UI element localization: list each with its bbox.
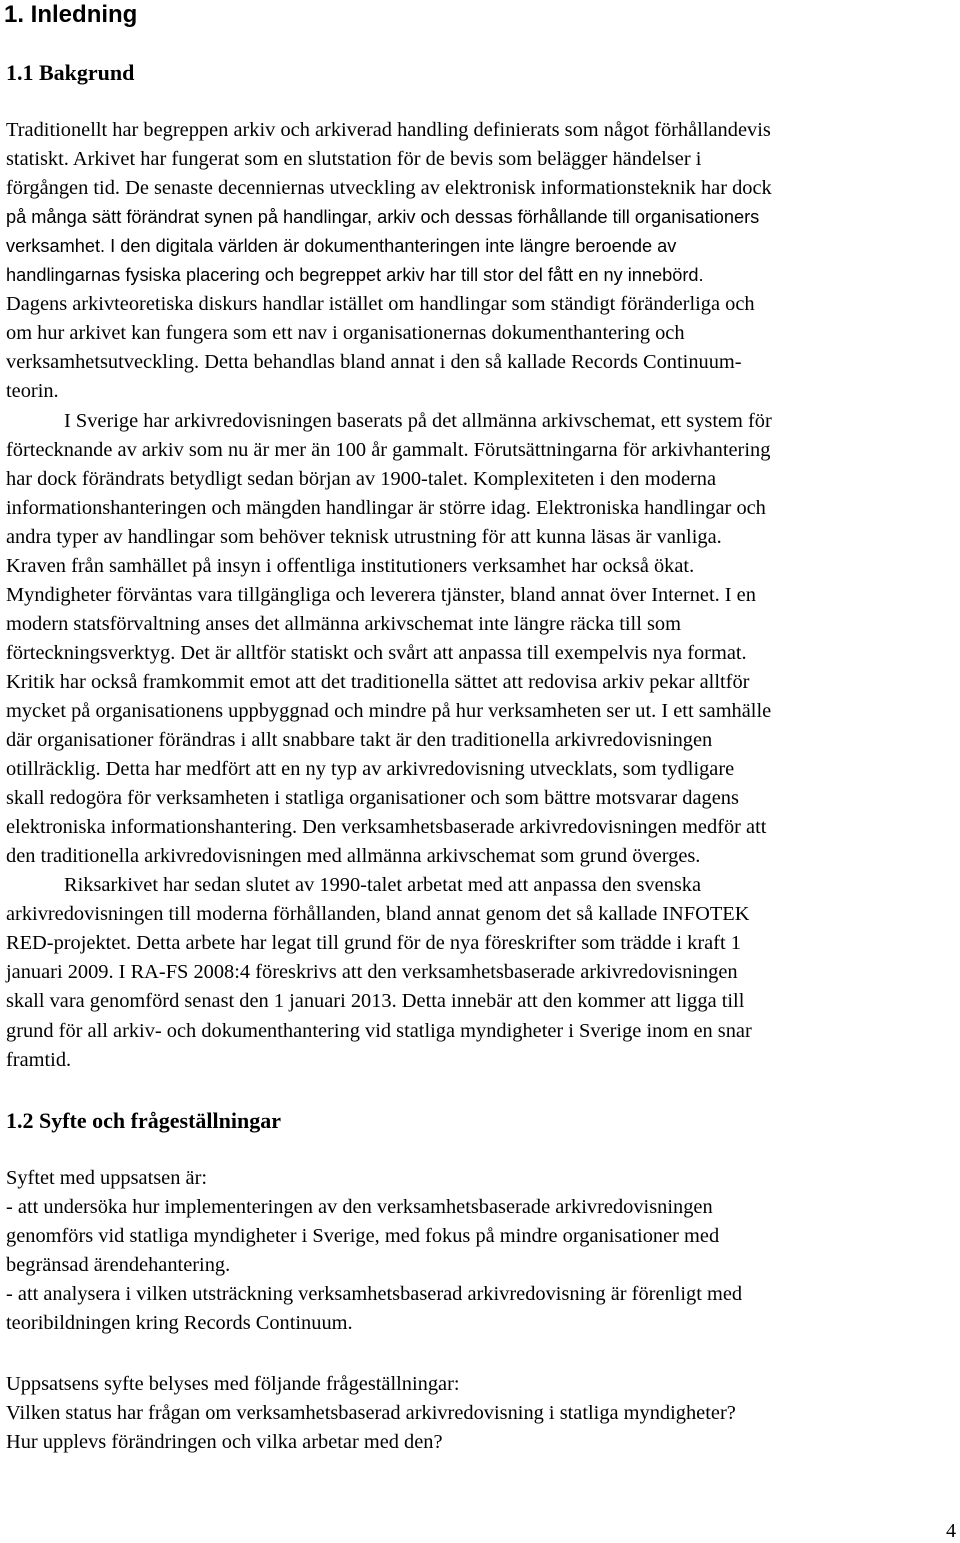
paragraph-line: skall redogöra för verksamheten i statliga organisationer och som bättre motsvarar dagens	[6, 787, 739, 810]
paragraph-line: arkivredovisningen till moderna förhållanden, bland annat genom det så kallade INFOTEK	[6, 903, 750, 926]
paragraph-line: Myndigheter förväntas vara tillgängliga och leverera tjänster, bland annat över Internet. I en	[6, 583, 756, 606]
paragraph-2	[6, 407, 958, 872]
paragraph-line: informationshanteringen och mängden handlingar är större idag. Elektroniska handlingar och	[6, 496, 766, 519]
paragraph-line: januari 2009. I RA-FS 2008:4 föreskrivs att den verksamhetsbaserade arkivredovisningen	[6, 961, 738, 984]
paragraph-line: andra typer av handlingar som behöver teknisk utrustning för att kunna läsas är vanliga.	[6, 525, 722, 548]
paragraph-line: där organisationer förändras i allt snabbare takt är den traditionella arkivredovisningen	[6, 729, 713, 752]
section-heading-bakgrund: 1.1 Bakgrund	[6, 60, 135, 85]
paragraph-line: Syftet med uppsatsen är:	[6, 1167, 208, 1189]
paragraph-line: modern statsförvaltning anses det allmänna arkivschemat inte längre räcka till som	[6, 612, 681, 635]
paragraph-line: Hur upplevs förändringen och vilka arbetar med den?	[6, 1431, 443, 1454]
paragraph-line: skall vara genomförd senast den 1 januari 2013. Detta innebär att den kommer att ligga till	[6, 990, 745, 1013]
paragraph-line: - att undersöka hur implementeringen av den verksamhetsbaserade arkivredovisningen	[6, 1196, 713, 1219]
questions-block	[6, 1370, 958, 1457]
paragraph-line: begränsad ärendehantering.	[6, 1254, 231, 1277]
paragraph-line: elektroniska informationshantering. Den verksamhetsbaserade arkivredovisningen medför att	[6, 816, 767, 839]
paragraph-1	[6, 116, 958, 406]
paragraph-line: förtecknande av arkiv som nu är mer än 100 år gammalt. Förutsättningarna för arkivhantering	[6, 438, 771, 461]
paragraph-line: verksamhetsutveckling. Detta behandlas bland annat i den så kallade Records Continuum-	[6, 351, 742, 374]
paragraph-line: statiskt. Arkivet har fungerat som en slutstation för de bevis som belägger händelser i	[6, 148, 702, 171]
paragraph-line: Dagens arkivteoretiska diskurs handlar istället om handlingar som ständigt föränderliga och	[6, 293, 755, 316]
paragraph-line: teoribildningen kring Records Continuum.	[6, 1312, 353, 1335]
paragraph-line: - att analysera i vilken utsträckning verksamhetsbaserad arkivredovisning är förenligt med	[6, 1283, 743, 1306]
paragraph-line: mycket på organisationens uppbyggnad och mindre på hur verksamheten ser ut. I ett samhälle	[6, 699, 772, 722]
paragraph-line: förgången tid. De senaste decenniernas utveckling av elektronisk informationsteknik har dock	[6, 177, 772, 200]
paragraph-line: grund för all arkiv- och dokumenthantering vid statliga myndigheter i Sverige inom en snar	[6, 1019, 752, 1042]
paragraph-line: RED-projektet. Detta arbete har legat till grund för de nya föreskrifter som trädde i kraft 1	[6, 932, 741, 955]
purpose-block	[6, 1164, 958, 1338]
paragraph-line: genomförs vid statliga myndigheter i Sverige, med fokus på mindre organisationer med	[6, 1225, 720, 1248]
paragraph-line: Traditionellt har begreppen arkiv och arkiverad handling definierats som något förhållandevis	[6, 119, 771, 141]
paragraph-line: handlingarnas fysiska placering och begreppet arkiv har till stor del fått en ny innebörd.	[6, 265, 704, 286]
paragraph-line: framtid.	[6, 1048, 72, 1071]
paragraph-line: har dock förändrats betydligt sedan början av 1900-talet. Komplexiteten i den moderna	[6, 467, 717, 490]
paragraph-line: på många sätt förändrat synen på handlingar, arkiv och dessas förhållande till organisationers	[6, 207, 760, 228]
paragraph-line: Kritik har också framkommit emot att det traditionella sättet att redovisa arkiv pekar alltför	[6, 670, 750, 693]
page-number: 4	[946, 1520, 956, 1542]
section-heading-syfte: 1.2 Syfte och frågeställningar	[6, 1108, 281, 1133]
paragraph-line: Vilken status har frågan om verksamhetsbaserad arkivredovisning i statliga myndigheter?	[6, 1402, 736, 1425]
paragraph-line: om hur arkivet kan fungera som ett nav i organisationernas dokumenthantering och	[6, 322, 685, 345]
paragraph-line: Riksarkivet har sedan slutet av 1990-talet arbetat med att anpassa den svenska	[64, 874, 701, 897]
paragraph-line: den traditionella arkivredovisningen med allmänna arkivschemat som grund överges.	[6, 845, 701, 868]
paragraph-3	[6, 871, 958, 1074]
paragraph-line: verksamhet. I den digitala världen är dokumenthanteringen inte längre beroende av	[6, 236, 677, 257]
paragraph-line: otillräcklig. Detta har medfört att en ny typ av arkivredovisning utvecklats, som tydligare	[6, 758, 735, 781]
paragraph-line: Uppsatsens syfte belyses med följande frågeställningar:	[6, 1373, 460, 1395]
chapter-heading: 1. Inledning	[4, 1, 138, 28]
paragraph-line: förteckningsverktyg. Det är alltför statiskt och svårt att anpassa till exempelvis nya format.	[6, 641, 747, 664]
paragraph-line: teorin.	[6, 380, 59, 403]
paragraph-line: Kraven från samhället på insyn i offentliga institutioners verksamhet har också ökat.	[6, 554, 695, 577]
paragraph-line: I Sverige har arkivredovisningen baserats på det allmänna arkivschemat, ett system för	[64, 409, 772, 432]
